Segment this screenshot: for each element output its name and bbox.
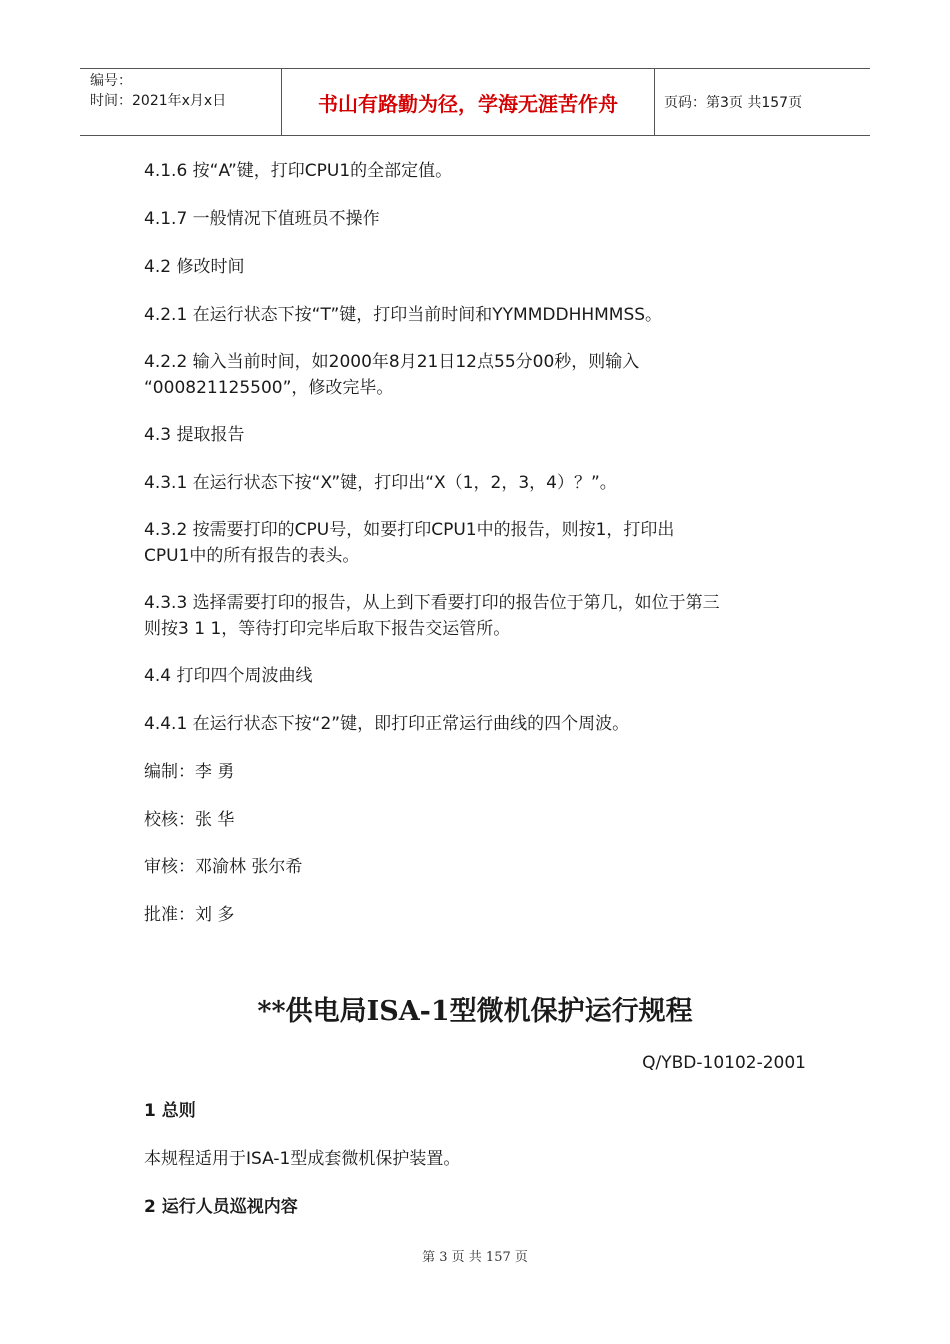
paragraph-4-3-2-line2: CPU1中的所有报告的表头。 xyxy=(144,546,360,566)
paragraph-4-2-2-line1: 4.2.2 输入当前时间，如2000年8月21日12点55分00秒，则输入 xyxy=(144,352,640,372)
paragraph-4-1-7: 4.1.7 一般情况下值班员不操作 xyxy=(144,209,380,229)
paragraph-4-3-2-line1: 4.3.2 按需要打印的CPU号，如要打印CPU1中的报告，则按1，打印出 xyxy=(144,520,675,540)
paragraph-4-3-3-line2: 则按3 1 1，等待打印完毕后取下报告交运管所。 xyxy=(144,619,511,639)
document-code: Q/YBD-10102-2001 xyxy=(642,1053,806,1073)
paragraph-4-2-1: 4.2.1 在运行状态下按“T”键，打印当前时间和YYMMDDHHMMSS。 xyxy=(144,305,663,325)
header-page-info: 页码：第3页 共157页 xyxy=(664,95,803,111)
section-1-heading: 1 总则 xyxy=(144,1101,196,1121)
header-meta xyxy=(90,71,226,111)
header-number: 编号： xyxy=(90,73,132,89)
signature-checker: 校核：张 华 xyxy=(144,810,235,830)
page-header xyxy=(80,68,870,136)
header-time: 时间：2021年x月x日 xyxy=(90,93,227,109)
heading-4-3: 4.3 提取报告 xyxy=(144,425,245,445)
header-motto: 书山有路勤为径，学海无涯苦作舟 xyxy=(318,91,618,116)
paragraph-4-4-1: 4.4.1 在运行状态下按“2”键，即打印正常运行曲线的四个周波。 xyxy=(144,714,630,734)
page-footer: 第 3 页 共 157 页 xyxy=(422,1250,528,1265)
heading-4-2: 4.2 修改时间 xyxy=(144,257,245,277)
heading-4-4: 4.4 打印四个周波曲线 xyxy=(144,666,313,686)
section-1-text: 本规程适用于ISA-1型成套微机保护装置。 xyxy=(144,1149,461,1169)
signature-compiler: 编制：李 勇 xyxy=(144,762,235,782)
signature-reviewer: 审核：邓渝林 张尔希 xyxy=(144,857,303,877)
section-2-heading: 2 运行人员巡视内容 xyxy=(144,1197,298,1217)
paragraph-4-3-1: 4.3.1 在运行状态下按“X”键，打印出“X（1，2，3，4）？”。 xyxy=(144,473,617,493)
signature-approver: 批准：刘 多 xyxy=(144,905,235,925)
paragraph-4-2-2-line2: “000821125500”，修改完毕。 xyxy=(144,378,394,398)
document-title: **供电局ISA-1型微机保护运行规程 xyxy=(257,996,693,1027)
paragraph-4-1-6: 4.1.6 按“A”键，打印CPU1的全部定值。 xyxy=(144,161,453,181)
paragraph-4-3-3-line1: 4.3.3 选择需要打印的报告，从上到下看要打印的报告位于第几，如位于第三 xyxy=(144,593,720,613)
header-divider xyxy=(654,69,655,135)
